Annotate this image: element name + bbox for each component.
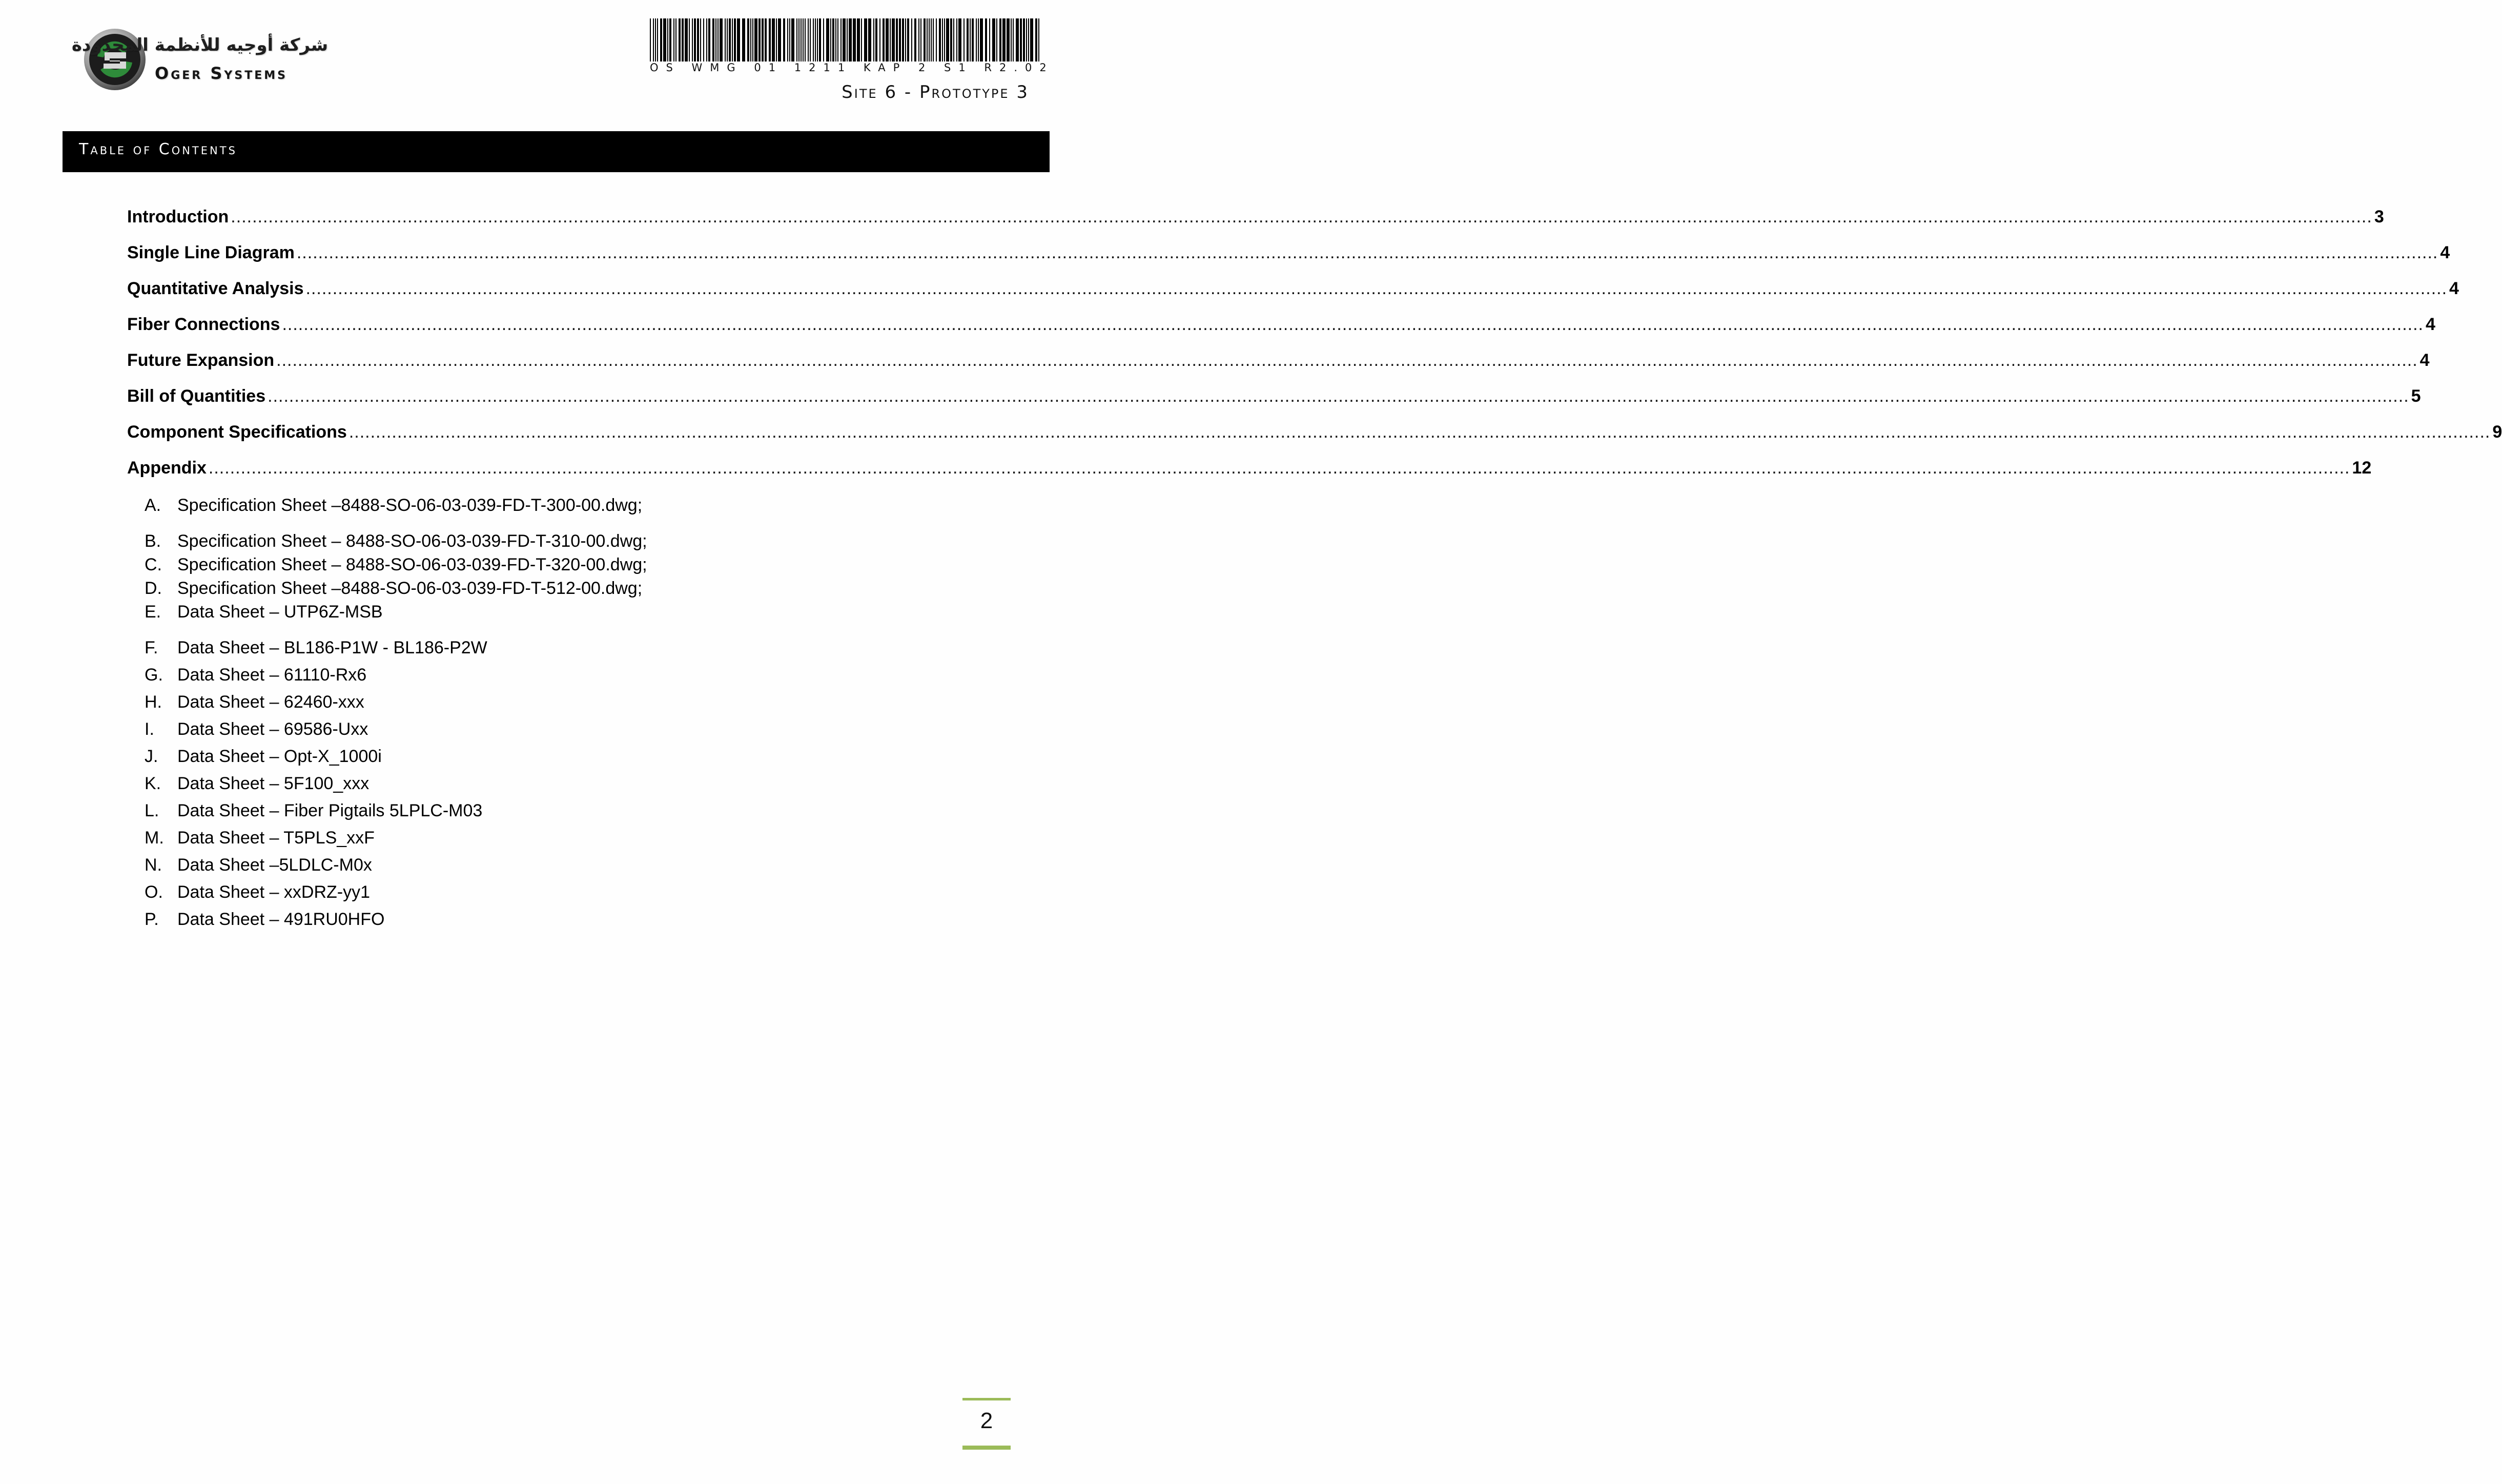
- barcode-bar: [752, 18, 753, 61]
- toc-entry-page: 4: [2425, 315, 2435, 334]
- appendix-item[interactable]: [145, 690, 364, 714]
- appendix-item[interactable]: [145, 744, 382, 769]
- barcode-bar: [1038, 18, 1039, 61]
- toc-entry-single-line-diagram[interactable]: [127, 240, 2450, 265]
- barcode-bar: [675, 18, 676, 61]
- toc-entry-future-expansion[interactable]: [127, 347, 2430, 373]
- barcode-bar: [750, 18, 751, 61]
- barcode-bar: [697, 18, 699, 61]
- barcode-bar: [712, 18, 714, 61]
- barcode-bar: [778, 18, 781, 61]
- barcode-bar: [886, 18, 889, 61]
- barcode-bar: [1035, 18, 1037, 61]
- barcode-bar: [847, 18, 848, 61]
- toc-title: Table of Contents: [79, 140, 237, 158]
- appendix-item-letter: J.: [145, 747, 158, 766]
- barcode-bar: [1023, 18, 1025, 61]
- toc-entry-label: Single Line Diagram: [127, 243, 295, 262]
- barcode-bar: [663, 18, 666, 61]
- barcode-bar: [758, 18, 761, 61]
- barcode-bar: [832, 18, 834, 61]
- appendix-item[interactable]: [145, 880, 370, 904]
- barcode-bar: [817, 18, 818, 61]
- appendix-item[interactable]: [145, 907, 384, 932]
- barcode-bar: [798, 18, 799, 61]
- page-number: 2: [962, 1398, 1011, 1450]
- barcode-bar: [950, 18, 952, 61]
- barcode-bar: [823, 18, 824, 61]
- barcode-bar: [1007, 18, 1010, 61]
- barcode-bar: [720, 18, 723, 61]
- barcode-bar: [835, 18, 836, 61]
- toc-entry-bill-of-quantities[interactable]: [127, 383, 2421, 409]
- appendix-item-text: Data Sheet –5LDLC-M0x: [177, 855, 372, 875]
- barcode-bar: [999, 18, 1001, 61]
- barcode-bar: [879, 18, 880, 61]
- barcode-bar: [864, 18, 867, 61]
- appendix-item[interactable]: [145, 663, 366, 687]
- toc-entry-page: 12: [2352, 458, 2372, 478]
- barcode-bar: [717, 18, 719, 61]
- toc-entry-page: 9: [2492, 422, 2502, 442]
- barcode-bar: [896, 18, 898, 61]
- barcode-bar: [929, 18, 930, 61]
- barcode-bar: [813, 18, 814, 61]
- barcode-bar: [692, 18, 693, 61]
- barcode-bar: [920, 18, 921, 61]
- barcode-bar: [980, 18, 983, 61]
- toc-title-bar: [63, 131, 1050, 172]
- barcode-bar: [655, 18, 656, 61]
- appendix-item-text: Data Sheet – T5PLS_xxF: [177, 828, 375, 848]
- appendix-item-text: Specification Sheet – 8488-SO-06-03-039-FD-T-320-00.dwg;: [177, 555, 647, 574]
- toc-leader-dots: ................................................................................................................................................................................................................................................................................................................................................................................................................: [268, 386, 2409, 406]
- barcode-bar: [1002, 18, 1006, 61]
- barcode-bar: [890, 18, 891, 61]
- toc-leader-dots: ................................................................................................................................................................................................................................................................................................................................................................................................................: [208, 458, 2350, 478]
- barcode-text: OS WMG 01 1211 KAP 2 S1 R2.02: [650, 61, 1054, 74]
- barcode-bar: [772, 18, 775, 61]
- barcode-bar: [837, 18, 838, 61]
- appendix-item-text: Data Sheet – 61110-Rx6: [177, 665, 367, 685]
- barcode-bar: [669, 18, 671, 61]
- barcode-bar: [685, 18, 688, 61]
- barcode-bar: [815, 18, 816, 61]
- barcode-bar: [765, 18, 767, 61]
- barcode-bar: [725, 18, 726, 61]
- barcode-bar: [1026, 18, 1027, 61]
- barcode-bar: [1030, 18, 1033, 61]
- barcode-bar: [791, 18, 794, 61]
- barcode-bar: [650, 18, 651, 61]
- barcode-bar: [883, 18, 885, 61]
- barcode-bar: [918, 18, 919, 61]
- barcode-bar: [946, 18, 949, 61]
- company-logo: [71, 26, 329, 97]
- barcode-bar: [742, 18, 745, 61]
- appendix-item[interactable]: [145, 853, 372, 877]
- appendix-item-text: Specification Sheet –8488-SO-06-03-039-FD-T-512-00.dwg;: [177, 579, 643, 598]
- appendix-item-letter: M.: [145, 828, 164, 848]
- barcode-icon: [650, 18, 1040, 61]
- barcode-bar: [754, 18, 757, 61]
- toc-entry-page: 4: [2449, 279, 2459, 298]
- toc-entry-label: Quantitative Analysis: [127, 279, 304, 298]
- barcode-bar: [747, 18, 749, 61]
- company-name-english: Oger Systems: [155, 64, 288, 83]
- barcode-bar: [996, 18, 997, 61]
- appendix-item-text: Data Sheet – UTP6Z-MSB: [177, 602, 383, 622]
- barcode-bar: [840, 18, 842, 61]
- barcode-bar: [810, 18, 811, 61]
- barcode-bar: [875, 18, 877, 61]
- toc-entry-page: 4: [2419, 351, 2430, 370]
- barcode-bar: [985, 18, 987, 61]
- appendix-item-letter: G.: [145, 665, 163, 685]
- barcode-bar: [708, 18, 710, 61]
- barcode-bar: [868, 18, 871, 61]
- appendix-item[interactable]: [145, 529, 647, 553]
- barcode-bar: [936, 18, 937, 61]
- barcode-bar: [787, 18, 788, 61]
- barcode-bar: [927, 18, 928, 61]
- barcode-bar: [689, 18, 690, 61]
- appendix-item-text: Data Sheet – Fiber Pigtails 5LPLC-M03: [177, 801, 483, 820]
- barcode-bar: [944, 18, 945, 61]
- barcode-bar: [989, 18, 990, 61]
- company-name-arabic: شركة أوجيه للأنظمة المحدودة: [71, 35, 328, 55]
- barcode-bar: [732, 18, 733, 61]
- barcode-bar: [776, 18, 777, 61]
- appendix-item-letter: N.: [145, 855, 162, 875]
- toc-leader-dots: ................................................................................................................................................................................................................................................................................................................................................................................................................: [231, 207, 2372, 226]
- barcode-bar: [789, 18, 790, 61]
- barcode-bar: [660, 18, 662, 61]
- toc-entry-label: Introduction: [127, 207, 229, 226]
- appendix-item-letter: L.: [145, 801, 159, 820]
- barcode-bar: [826, 18, 829, 61]
- appendix-item-letter: O.: [145, 882, 163, 902]
- barcode-bar: [803, 18, 804, 61]
- barcode-bar: [819, 18, 821, 61]
- barcode-bar: [992, 18, 995, 61]
- barcode-bar: [931, 18, 932, 61]
- barcode-bar: [861, 18, 862, 61]
- toc-leader-dots: ................................................................................................................................................................................................................................................................................................................................................................................................................: [282, 315, 2424, 334]
- toc-entry-fiber-connections[interactable]: [127, 312, 2435, 337]
- barcode-bar: [914, 18, 916, 61]
- toc-entry-quantitative-analysis[interactable]: [127, 276, 2459, 301]
- appendix-item-text: Data Sheet – 5F100_xxx: [177, 774, 370, 793]
- barcode-bar: [1020, 18, 1022, 61]
- toc-entry-label: Future Expansion: [127, 351, 275, 370]
- appendix-item-letter: B.: [145, 531, 161, 551]
- barcode-bar: [762, 18, 764, 61]
- barcode-bar: [729, 18, 731, 61]
- barcode-bar: [907, 18, 909, 61]
- appendix-item-letter: K.: [145, 774, 161, 793]
- barcode-bar: [700, 18, 701, 61]
- barcode-bar: [873, 18, 874, 61]
- appendix-item-letter: F.: [145, 638, 158, 657]
- appendix-item-text: Specification Sheet – 8488-SO-06-03-039-FD-T-310-00.dwg;: [177, 531, 647, 551]
- barcode-bar: [673, 18, 674, 61]
- barcode-bar: [905, 18, 906, 61]
- appendix-item[interactable]: [145, 771, 369, 796]
- appendix-item-letter: E.: [145, 602, 161, 622]
- toc-leader-dots: ................................................................................................................................................................................................................................................................................................................................................................................................................: [348, 422, 2491, 442]
- appendix-item-text: Data Sheet – xxDRZ-yy1: [177, 882, 371, 902]
- toc-entry-component-specifications[interactable]: [127, 419, 2502, 445]
- barcode-bar: [967, 18, 969, 61]
- barcode-bar: [808, 18, 809, 61]
- appendix-item-text: Data Sheet – BL186-P1W - BL186-P2W: [177, 638, 487, 657]
- appendix-item[interactable]: [145, 552, 647, 577]
- barcode-bar: [694, 18, 696, 61]
- toc-entry-page: 5: [2411, 386, 2421, 406]
- barcode-bar: [958, 18, 961, 61]
- appendix-item-text: Data Sheet – Opt-X_1000i: [177, 747, 382, 766]
- barcode-bar: [899, 18, 901, 61]
- appendix-item[interactable]: [145, 798, 482, 823]
- appendix-item[interactable]: [145, 576, 642, 601]
- barcode-bar: [1013, 18, 1014, 61]
- barcode-bar: [857, 18, 860, 61]
- barcode-bar: [963, 18, 965, 61]
- barcode-bar: [970, 18, 971, 61]
- toc-entry-label: Component Specifications: [127, 422, 347, 442]
- appendix-item-text: Data Sheet – 62460-xxx: [177, 692, 364, 712]
- barcode-bar: [1016, 18, 1019, 61]
- barcode-bar: [1028, 18, 1029, 61]
- barcode-bar: [933, 18, 934, 61]
- barcode-bar: [1011, 18, 1012, 61]
- toc-entry-label: Appendix: [127, 458, 207, 478]
- barcode-bar: [783, 18, 785, 61]
- appendix-item[interactable]: [145, 635, 487, 660]
- barcode-bar: [682, 18, 684, 61]
- appendix-item-letter: C.: [145, 555, 162, 574]
- barcode-bar: [734, 18, 736, 61]
- appendix-item-text: Data Sheet – 69586-Uxx: [177, 719, 368, 739]
- site-label: Site 6 - Prototype 3: [842, 82, 1029, 102]
- document-barcode: [650, 18, 1054, 74]
- barcode-bar: [843, 18, 846, 61]
- barcode-bar: [911, 18, 912, 61]
- barcode-bar: [942, 18, 943, 61]
- barcode-bar: [657, 18, 658, 61]
- toc-entry-introduction[interactable]: [127, 204, 2384, 230]
- toc-entry-page: 4: [2440, 243, 2450, 262]
- appendix-item-letter: H.: [145, 692, 162, 712]
- appendix-item-text: Data Sheet – 491RU0HFO: [177, 910, 385, 929]
- barcode-bar: [849, 18, 852, 61]
- barcode-bar: [706, 18, 707, 61]
- barcode-bar: [805, 18, 806, 61]
- toc-entry-page: 3: [2374, 207, 2384, 226]
- barcode-bar: [853, 18, 856, 61]
- appendix-item[interactable]: [145, 493, 642, 518]
- barcode-bar: [972, 18, 974, 61]
- toc-leader-dots: ................................................................................................................................................................................................................................................................................................................................................................................................................: [305, 279, 2448, 298]
- barcode-bar: [939, 18, 941, 61]
- barcode-bar: [679, 18, 681, 61]
- barcode-bar: [801, 18, 802, 61]
- appendix-item-text: Specification Sheet –8488-SO-06-03-039-FD-T-300-00.dwg;: [177, 496, 643, 515]
- barcode-bar: [796, 18, 797, 61]
- barcode-bar: [902, 18, 904, 61]
- appendix-item-letter: I.: [145, 719, 154, 739]
- toc-entry-label: Bill of Quantities: [127, 386, 266, 406]
- barcode-bar: [978, 18, 979, 61]
- appendix-item[interactable]: [145, 717, 368, 741]
- appendix-item-letter: P.: [145, 910, 159, 929]
- appendix-item-letter: A.: [145, 496, 161, 515]
- barcode-bar: [924, 18, 926, 61]
- barcode-bar: [653, 18, 654, 61]
- barcode-bar: [976, 18, 977, 61]
- barcode-bar: [727, 18, 728, 61]
- toc-leader-dots: ................................................................................................................................................................................................................................................................................................................................................................................................................: [296, 243, 2438, 262]
- appendix-item[interactable]: [145, 826, 375, 850]
- barcode-bar: [892, 18, 895, 61]
- barcode-bar: [737, 18, 740, 61]
- toc-entry-label: Fiber Connections: [127, 315, 280, 334]
- toc-leader-dots: ................................................................................................................................................................................................................................................................................................................................................................................................................: [276, 351, 2418, 370]
- barcode-bar: [953, 18, 954, 61]
- appendix-item[interactable]: [145, 600, 383, 624]
- barcode-bar: [703, 18, 704, 61]
- barcode-bar: [956, 18, 957, 61]
- toc-entry-appendix[interactable]: [127, 455, 2372, 481]
- barcode-bar: [715, 18, 716, 61]
- appendix-item-letter: D.: [145, 579, 162, 598]
- barcode-bar: [830, 18, 831, 61]
- barcode-bar: [667, 18, 668, 61]
- barcode-bar: [769, 18, 771, 61]
